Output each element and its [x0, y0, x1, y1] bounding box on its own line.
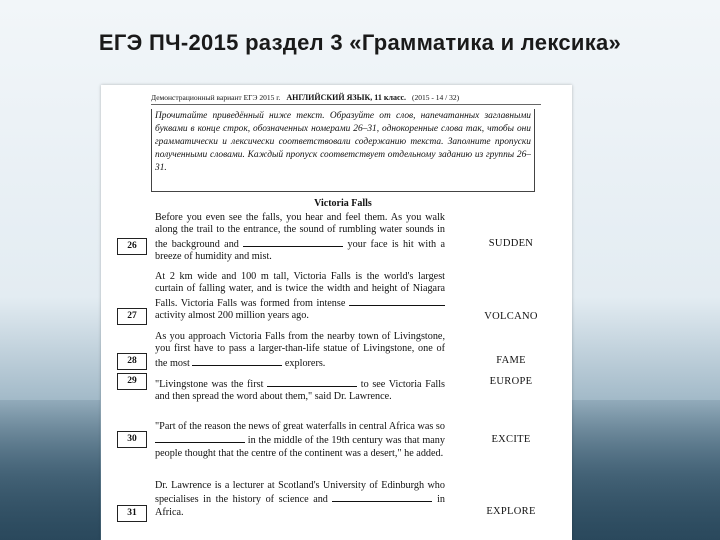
answer-blank[interactable]	[192, 356, 282, 366]
answer-blank[interactable]	[332, 492, 432, 502]
task-number: 28	[117, 353, 147, 370]
header-subject: АНГЛИЙСКИЙ ЯЗЫК, 11 класс.	[286, 93, 407, 102]
task-number: 30	[117, 431, 147, 448]
base-word: FAME	[496, 355, 526, 366]
task-number: 29	[117, 373, 147, 390]
text-paragraph: As you approach Victoria Falls from the nearby town of Livingstone, you first have to pass a larger-than-life statue of Livingstone, one of the most explorers.	[155, 331, 445, 369]
slide-title: ЕГЭ ПЧ-2015 раздел 3 «Грамматика и лексика»	[98, 30, 622, 55]
task-number: 27	[117, 308, 147, 325]
task-instruction: Прочитайте приведённый ниже текст. Образуйте от слов, напечатанных заглавными буквами в конце строк, обозначенных номерами 26–31, однокоренные слова так, чтобы они грамматически и лексически соответствовали содержанию текста. Заполните пропуски полученными словами. Каждый пропуск соответствует отдельному заданию из группы 26–31.	[151, 109, 535, 192]
task-number: 26	[117, 238, 147, 255]
base-word: EUROPE	[489, 376, 533, 387]
header-right: (2015 - 14 / 32)	[412, 93, 460, 102]
task-number: 31	[117, 505, 147, 522]
answer-blank[interactable]	[243, 237, 343, 247]
text-paragraph: At 2 km wide and 100 m tall, Victoria Falls is the world's largest curtain of falling water, and is twice the width and height of Niagara Falls. Victoria Falls was formed from intense activity almost 200 million years ago.	[155, 271, 445, 322]
answer-blank[interactable]	[267, 377, 357, 387]
background-sea-left	[0, 400, 100, 540]
text-paragraph: "Livingstone was the first to see Victoria Falls and then spread the word about them," said Dr. Lawrence.	[155, 379, 446, 403]
document-header	[151, 93, 541, 105]
text-paragraph: "Part of the reason the news of great waterfalls in central Africa was so in the middle of the 19th century was that many people thought that the centre of the continent was a desert," he added.	[155, 421, 445, 459]
exam-document	[101, 85, 572, 540]
text-paragraph: Dr. Lawrence is a lecturer at Scotland's University of Edinburgh who specialises in the history of science and in Africa.	[155, 480, 445, 518]
base-word: VOLCANO	[484, 311, 538, 322]
base-word: EXCITE	[491, 434, 531, 445]
base-word: EXPLORE	[486, 506, 536, 517]
text-title: Victoria Falls	[314, 198, 372, 209]
text-paragraph: Before you even see the falls, you hear and feel them. As you walk along the trail to the entrance, the sound of rumbling water sounds in the background and your face is hit with a breeze of humidity and mist.	[155, 212, 445, 263]
background-sea-right	[572, 400, 720, 540]
answer-blank[interactable]	[155, 433, 245, 443]
answer-blank[interactable]	[349, 296, 445, 306]
header-left: Демонстрационный вариант ЕГЭ 2015 г.	[151, 93, 281, 102]
base-word: SUDDEN	[488, 238, 534, 249]
